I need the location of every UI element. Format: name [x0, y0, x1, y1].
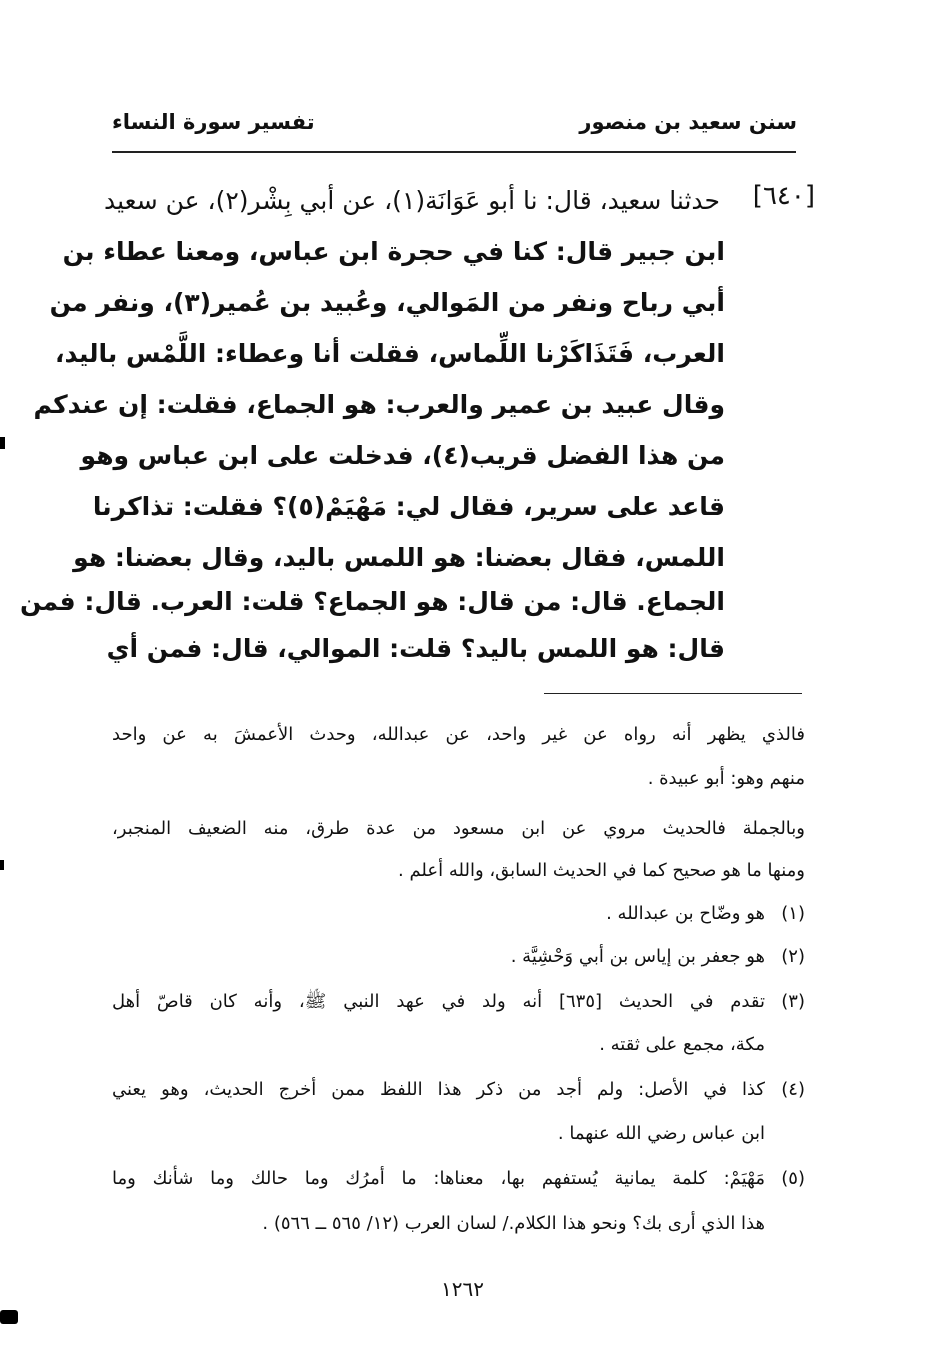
hadith-line: وقال عبيد بن عمير والعرب: هو الجماع، فقلت: إن عندكم — [33, 390, 725, 419]
scan-edge-mark — [0, 860, 4, 870]
hadith-line: الجماع. قال: من قال: هو الجماع؟ قلت: العرب. قال: فمن — [20, 587, 725, 616]
hadith-line: من هذا الفضل قريب(٤)، فدخلت على ابن عباس وهو — [80, 441, 725, 470]
footnote-continuation-line: وبالجملة فالحديث مروي عن ابن مسعود من عدة طرق، منه الضعيف المنجبر، — [112, 818, 805, 839]
hadith-line: أبي رباح ونفر من المَوالي، وعُبيد بن عُمير(٣)، ونفر من — [49, 288, 725, 317]
footnote-number: (٤) — [781, 1079, 805, 1100]
scan-edge-mark — [0, 1310, 18, 1324]
footnote-continuation-line: ومنها ما هو صحيح كما في الحديث السابق، والله أعلم . — [398, 860, 805, 881]
hadith-number: [٦٤٠] — [752, 181, 815, 211]
footnote-number: (١) — [781, 903, 805, 924]
hadith-line: ابن جبير قال: كنا في حجرة ابن عباس، ومعنا عطاء بن — [62, 237, 725, 266]
footnote-text: مَهْيَمْ: كلمة يمانية يُستفهم بها، معناها: ما أمرُك وما حالك وما شأنك وما — [112, 1168, 765, 1189]
footnote-text: هو جعفر بن إياس بن أبي وَحْشِيَّة . — [510, 946, 765, 967]
footnote-continuation-line: فالذي يظهر أنه رواه عن غير واحد، عن عبدالله، وحدث الأعمشَ به عن واحد — [112, 724, 805, 745]
scan-edge-mark — [0, 437, 5, 449]
hadith-line: قاعد على سرير، فقال لي: مَهْيَمْ(٥)؟ فقلت: تذاكرنا — [92, 492, 725, 521]
hadith-line: حدثنا سعيد، قال: نا أبو عَوَانَة(١)، عن أبي بِشْر(٢)، عن سعيد — [103, 186, 720, 215]
hadith-line: اللمس، فقال بعضنا: هو اللمس باليد، وقال بعضنا: هو — [73, 543, 725, 572]
footnote-text: هذا الذي أرى بك؟ ونحو هذا الكلام./ لسان العرب (١٢/ ٥٦٥ ــ ٥٦٦) . — [262, 1213, 765, 1234]
hadith-line: العرب، فَتَذَاكَرْنا اللِّماس، فقلت أنا وعطاء: اللَّمْس باليد، — [55, 339, 725, 368]
footnote-text: ابن عباس رضي الله عنهما . — [557, 1123, 765, 1144]
hadith-line: قال: هو اللمس باليد؟ قلت: الموالي، قال: فمن أي — [106, 634, 725, 663]
footnote-divider — [544, 693, 802, 694]
footnote-number: (٢) — [781, 946, 805, 967]
header-divider — [112, 151, 796, 153]
footnote-continuation-line: منهم وهو: أبو عبيدة . — [647, 768, 805, 789]
footnote-text: مكة، مجمع على ثقته . — [599, 1034, 765, 1055]
footnote-text: هو وضّاح بن عبدالله . — [606, 903, 765, 924]
running-header-book-title: سنن سعيد بن منصور — [579, 110, 797, 134]
footnote-text: تقدم في الحديث [٦٣٥] أنه ولد في عهد النبي ﷺ، وأنه كان قاصّ أهل — [112, 991, 765, 1012]
running-header-section-title: تفسير سورة النساء — [112, 110, 315, 134]
footnote-number: (٣) — [781, 991, 805, 1012]
footnote-text: كذا في الأصل: ولم أجد من ذكر هذا اللفظ ممن أخرج الحديث، وهو يعني — [112, 1079, 765, 1100]
page-number: ١٢٦٢ — [441, 1277, 484, 1301]
footnote-number: (٥) — [781, 1168, 805, 1189]
